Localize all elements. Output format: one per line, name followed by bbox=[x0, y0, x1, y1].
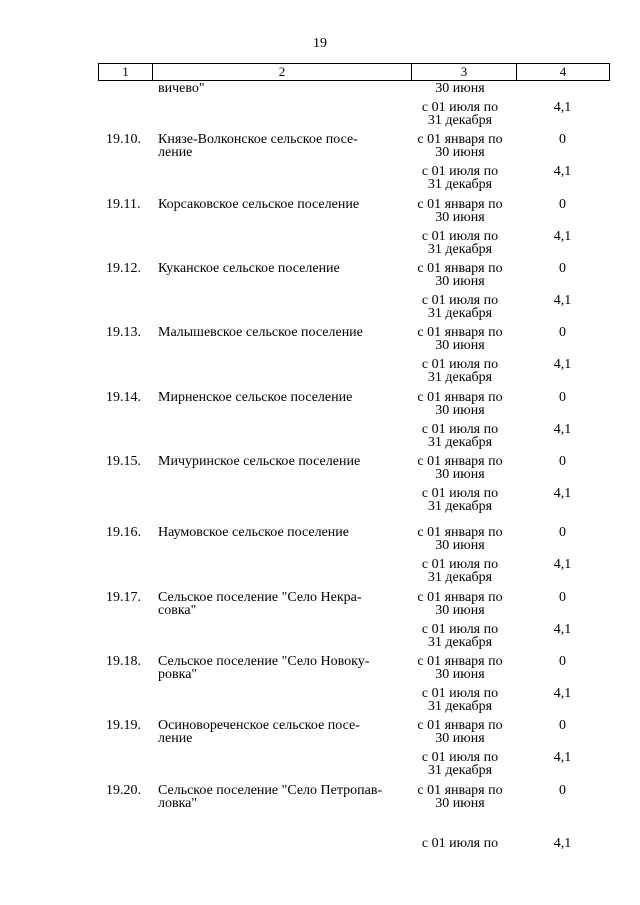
header-col-4: 4 bbox=[516, 63, 610, 81]
rate-value: 0 bbox=[559, 590, 566, 605]
row-number: 19.11. bbox=[106, 197, 141, 212]
settlement-name: Сельское поселение "Село Некра- bbox=[158, 590, 362, 605]
rate-value: 4,1 bbox=[553, 836, 572, 851]
period-line: с 01 января по bbox=[417, 197, 503, 212]
period-line: 30 июня bbox=[435, 81, 485, 96]
rate-value: 0 bbox=[559, 390, 566, 405]
row-number: 19.12. bbox=[106, 261, 141, 276]
period-line: 30 июня bbox=[435, 145, 485, 160]
settlement-name: Осиновореченское сельское посе- bbox=[158, 718, 360, 733]
period-line: 30 июня bbox=[435, 338, 485, 353]
rate-value: 4,1 bbox=[553, 686, 572, 701]
header-col-2: 2 bbox=[152, 63, 412, 81]
period-line: 31 декабря bbox=[427, 699, 493, 714]
period-line: 31 декабря bbox=[427, 499, 493, 514]
period-line: 31 декабря bbox=[427, 435, 493, 450]
period-line: 30 июня bbox=[435, 403, 485, 418]
period-line: 31 декабря bbox=[427, 113, 493, 128]
row-number: 19.13. bbox=[106, 325, 141, 340]
period-line: 30 июня bbox=[435, 796, 485, 811]
period-line: с 01 января по bbox=[417, 261, 503, 276]
settlement-name: Наумовское сельское поселение bbox=[158, 525, 350, 540]
row-number: 19.15. bbox=[106, 454, 141, 469]
period-line: 30 июня bbox=[435, 210, 485, 225]
period-line: с 01 июля по bbox=[421, 293, 499, 308]
period-line: 31 декабря bbox=[427, 242, 493, 257]
settlement-name: Мичуринское сельское поселение bbox=[158, 454, 361, 469]
period-line: с 01 января по bbox=[417, 654, 503, 669]
period-line: 31 декабря bbox=[427, 306, 493, 321]
settlement-name-cont: совка" bbox=[158, 603, 197, 618]
period-line: с 01 января по bbox=[417, 132, 503, 147]
rate-value: 0 bbox=[559, 718, 566, 733]
rate-value: 4,1 bbox=[553, 100, 572, 115]
row-number: 19.16. bbox=[106, 525, 141, 540]
header-col-3: 3 bbox=[411, 63, 517, 81]
period-line: с 01 января по bbox=[417, 590, 503, 605]
period-line: с 01 января по bbox=[417, 525, 503, 540]
row-number: 19.19. bbox=[106, 718, 141, 733]
rate-value: 0 bbox=[559, 197, 566, 212]
period-line: с 01 июля по bbox=[421, 229, 499, 244]
rate-value: 4,1 bbox=[553, 164, 572, 179]
period-line: с 01 января по bbox=[417, 454, 503, 469]
rate-value: 0 bbox=[559, 132, 566, 147]
settlement-name: Корсаковское сельское поселение bbox=[158, 197, 360, 212]
period-line: 31 декабря bbox=[427, 635, 493, 650]
settlement-name: Сельское поселение "Село Петропав- bbox=[158, 783, 383, 798]
settlement-name: Малышевское сельское поселение bbox=[158, 325, 363, 340]
period-line: с 01 июля по bbox=[421, 486, 499, 501]
period-line: с 01 июля по bbox=[421, 622, 499, 637]
period-line: с 01 июля по bbox=[421, 422, 499, 437]
settlement-name: Князе-Волконское сельское посе- bbox=[158, 132, 358, 147]
period-line: 30 июня bbox=[435, 667, 485, 682]
period-line: с 01 июля по bbox=[421, 164, 499, 179]
period-line: 30 июня bbox=[435, 603, 485, 618]
rate-value: 4,1 bbox=[553, 229, 572, 244]
period-line: с 01 января по bbox=[417, 325, 503, 340]
header-col-1: 1 bbox=[98, 63, 153, 81]
period-line: 30 июня bbox=[435, 731, 485, 746]
period-line: 30 июня bbox=[435, 274, 485, 289]
settlement-name: Сельское поселение "Село Новоку- bbox=[158, 654, 370, 669]
period-line: 31 декабря bbox=[427, 570, 493, 585]
period-line: 31 декабря bbox=[427, 763, 493, 778]
settlement-name-cont: ление bbox=[158, 145, 193, 160]
row-number: 19.20. bbox=[106, 783, 141, 798]
settlement-name: Мирненское сельское поселение bbox=[158, 390, 353, 405]
period-line: с 01 июля по bbox=[421, 100, 499, 115]
rate-value: 0 bbox=[559, 783, 566, 798]
period-line: с 01 июля по bbox=[421, 750, 499, 765]
row-number: 19.17. bbox=[106, 590, 141, 605]
rate-value: 0 bbox=[559, 325, 566, 340]
page-number: 19 bbox=[313, 36, 327, 51]
rate-value: 4,1 bbox=[553, 750, 572, 765]
rate-value: 0 bbox=[559, 525, 566, 540]
row-number: 19.18. bbox=[106, 654, 141, 669]
settlement-name-cont: ловка" bbox=[158, 796, 198, 811]
rate-value: 4,1 bbox=[553, 422, 572, 437]
period-line: с 01 июля по bbox=[421, 686, 499, 701]
period-line: с 01 июля по bbox=[421, 557, 499, 572]
settlement-name-cont: ление bbox=[158, 731, 193, 746]
rate-value: 4,1 bbox=[553, 357, 572, 372]
period-line: 30 июня bbox=[435, 467, 485, 482]
period-line: 31 декабря bbox=[427, 370, 493, 385]
period-line: с 01 января по bbox=[417, 718, 503, 733]
rate-value: 0 bbox=[559, 654, 566, 669]
settlement-name: вичево" bbox=[158, 81, 205, 96]
period-line: 31 декабря bbox=[427, 177, 493, 192]
rate-value: 4,1 bbox=[553, 486, 572, 501]
period-line: с 01 января по bbox=[417, 390, 503, 405]
row-number: 19.14. bbox=[106, 390, 141, 405]
settlement-name-cont: ровка" bbox=[158, 667, 198, 682]
rate-value: 4,1 bbox=[553, 557, 572, 572]
period-line: с 01 июля по bbox=[421, 357, 499, 372]
rate-value: 0 bbox=[559, 454, 566, 469]
rate-value: 0 bbox=[559, 261, 566, 276]
period-line: с 01 июля по bbox=[421, 836, 499, 851]
row-number: 19.10. bbox=[106, 132, 141, 147]
rate-value: 4,1 bbox=[553, 622, 572, 637]
settlement-name: Куканское сельское поселение bbox=[158, 261, 340, 276]
rate-value: 4,1 bbox=[553, 293, 572, 308]
period-line: с 01 января по bbox=[417, 783, 503, 798]
period-line: 30 июня bbox=[435, 538, 485, 553]
